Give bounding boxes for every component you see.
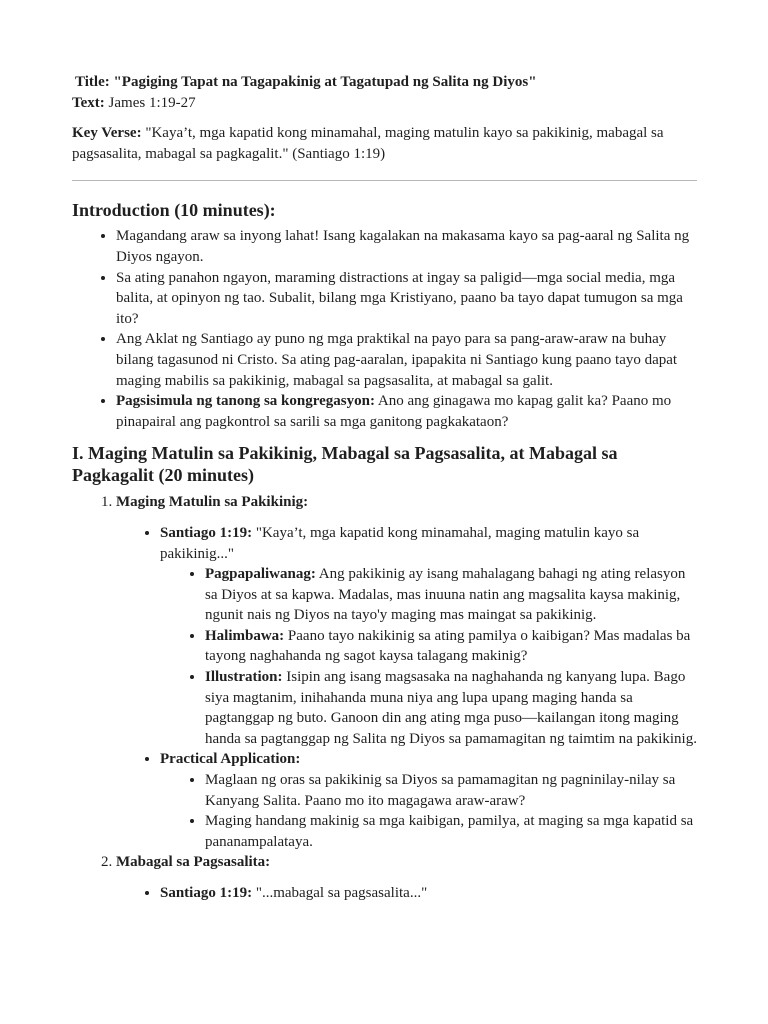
illustration-text: Isipin ang isang magsasaka na naghahanda ng kanyang lupa. Bago siya magtanim, inihahanda muna niya ang lupa upang maging handa sa pagtanggap ng buto. Ganoon din ang ating mga puso—kailangan itong maging handa sa pagtanggap ng Salita ng Diyos sa pamamagitan ng taimtim na pakikinig. xyxy=(205,669,697,747)
list-item xyxy=(160,883,697,904)
practical-label: Practical Application: xyxy=(160,751,301,768)
point-item xyxy=(116,492,697,852)
text-label: Text: xyxy=(72,94,105,111)
point1-list xyxy=(116,523,697,853)
verse-text: "Kaya’t, mga kapatid kong minamahal, maging matulin kayo sa pakikinig..." xyxy=(160,524,640,562)
explain-label: Pagpapaliwanag: xyxy=(205,566,316,583)
verse-label: Santiago 1:19: xyxy=(160,885,253,901)
list-item xyxy=(116,391,697,432)
list-item xyxy=(205,626,697,667)
list-item xyxy=(160,749,697,852)
question-label: Pagsisimula ng tanong sa kongregasyon: xyxy=(116,393,375,410)
point1-heading: 1. Maging Matulin sa Pakikinig: xyxy=(116,494,309,511)
explain-text: Ang pakikinig ay isang mahalagang bahagi ng ating relasyon sa Diyos at sa kapwa. Madalas, mas inuuna natin ang magsalita kaysa makinig, ngunit nais ng Diyos na tayo'y maging mas maingat sa pakikinig. xyxy=(205,566,686,624)
point2-heading: 2. Mabagal sa Pagsasalita: xyxy=(116,854,271,871)
intro-list xyxy=(72,226,697,432)
sermon-title xyxy=(72,72,697,93)
example-label: Halimbawa: xyxy=(205,627,285,644)
verse-sublist xyxy=(160,564,697,749)
list-item xyxy=(205,667,697,749)
title-label: Title: xyxy=(75,74,110,90)
text-value: James 1:19-27 xyxy=(108,94,196,111)
horizontal-divider xyxy=(72,180,697,181)
point2-list xyxy=(116,883,697,904)
title-value: "Pagiging Tapat na Tagapakinig at Tagatupad ng Salita ng Diyos" xyxy=(113,74,537,90)
keyverse-label: Key Verse: xyxy=(72,125,142,142)
practical-sublist xyxy=(160,770,697,852)
key-verse xyxy=(72,123,697,164)
example-text: Paano tayo nakikinig sa ating pamilya o kaibigan? Mas madalas ba tayong naghahanda ng sagot kaysa talagang makinig? xyxy=(205,627,691,665)
list-item xyxy=(205,564,697,626)
list-item: • Maglaan ng oras sa pakikinig sa Diyos sa pamamagitan ng pagninilay-nilay sa Kanyang Salita. Paano mo ito magagawa araw-araw? xyxy=(205,770,697,811)
section1-points xyxy=(72,492,697,903)
keyverse-value: "Kaya’t, mga kapatid kong minamahal, maging matulin kayo sa pakikinig, mabagal sa pagsasalita, mabagal sa pagkagalit." (Santiago 1:19) xyxy=(72,125,664,162)
illustration-label: Illustration: xyxy=(205,669,283,686)
list-item xyxy=(160,523,697,750)
list-item: • Ang Aklat ng Santiago ay puno ng mga praktikal na payo para sa pang-araw-araw na buhay bilang tagasunod ni Cristo. Sa ating pag-aaralan, ipapakita ni Santiago kung paano tayo dapat maging mabilis sa pakikinig, mabagal sa pagsasalita, at mabagal sa galit. xyxy=(116,329,697,391)
list-item: • Magandang araw sa inyong lahat! Isang kagalakan na makasama kayo sa pag-aaral ng Salita ng Diyos ngayon. xyxy=(116,226,697,267)
question-text: Ano ang ginagawa mo kapag galit ka? Paano mo pinapairal ang pagkontrol sa sarili sa mga ganitong pagkakataon? xyxy=(116,393,672,430)
scripture-text xyxy=(72,93,697,114)
verse-text: "...mabagal sa pagsasalita..." xyxy=(255,885,428,901)
section1-heading: I. Maging Matulin sa Pakikinig, Mabagal sa Pagsasalita, at Mabagal sa Pagkagalit (20 minutes) xyxy=(72,443,618,486)
verse-label: Santiago 1:19: xyxy=(160,524,253,541)
point-item xyxy=(116,852,697,903)
intro-heading: Introduction (10 minutes): xyxy=(72,200,276,221)
list-item: • Sa ating panahon ngayon, maraming distractions at ingay sa paligid—mga social media, mga balita, at opinyon ng tao. Subalit, bilang mga Kristiyano, paano ba tayo dapat tumugon sa mga ito? xyxy=(116,268,697,330)
list-item: • Maging handang makinig sa mga kaibigan, pamilya, at maging sa mga kapatid sa pananampalataya. xyxy=(205,811,697,852)
